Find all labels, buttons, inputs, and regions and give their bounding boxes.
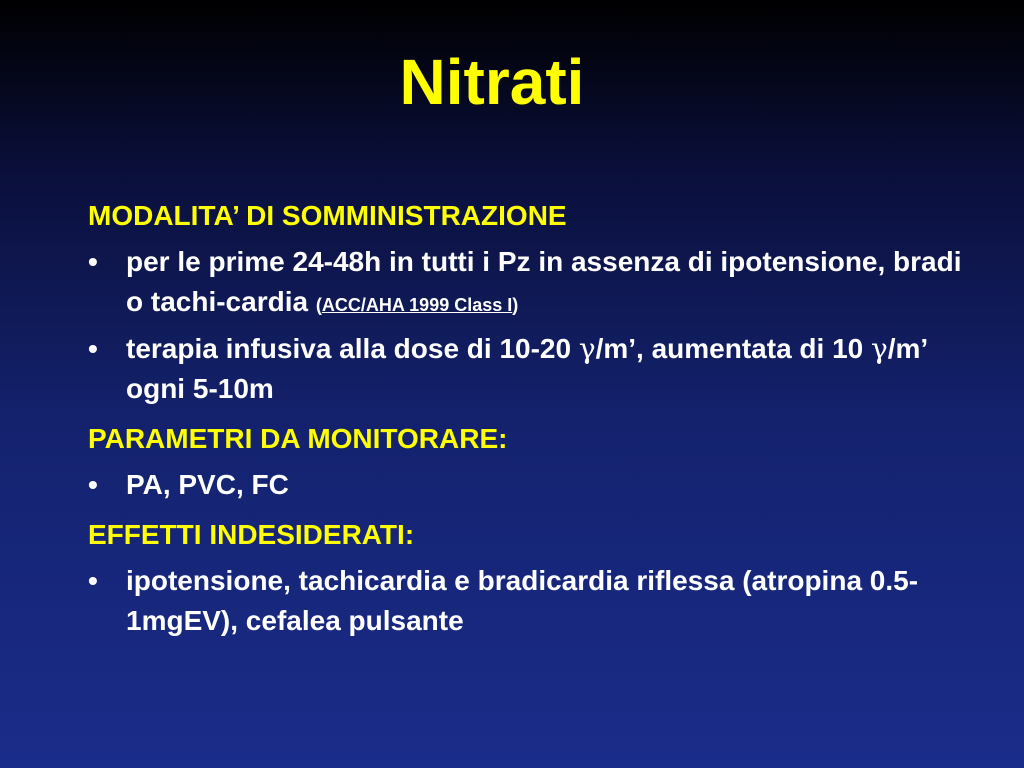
bullet-text: per le prime 24-48h in tutti i Pz in assenza di ipotensione, bradi o tachi-cardia bbox=[126, 246, 962, 317]
bullet-item bbox=[88, 329, 968, 409]
bullet-dot: • bbox=[88, 565, 98, 596]
heading-parametri: PARAMETRI DA MONITORARE: bbox=[88, 423, 508, 454]
reference-close-paren: ) bbox=[512, 295, 519, 315]
reference-link: ACC/AHA 1999 Class I bbox=[321, 295, 513, 315]
slide-title: Nitrati bbox=[399, 46, 585, 118]
bullet-item bbox=[88, 465, 968, 505]
bullet-text-part: /m’ ogni 5-10m bbox=[126, 333, 927, 404]
bullet-item bbox=[88, 242, 968, 325]
heading-modalita: MODALITA’ DI SOMMINISTRAZIONE bbox=[88, 200, 567, 231]
heading-effetti: EFFETTI INDESIDERATI: bbox=[88, 519, 415, 550]
bullet-item bbox=[88, 561, 968, 641]
bullet-dot: • bbox=[88, 333, 98, 364]
bullet-text: PA, PVC, FC bbox=[126, 469, 289, 500]
gamma-symbol: γ bbox=[871, 332, 888, 365]
bullet-text: ipotensione, tachicardia e bradicardia riflessa (atropina 0.5-1mgEV), cefalea pulsante bbox=[126, 565, 919, 636]
bullet-text-part: /m’, aumentata di 10 bbox=[595, 333, 872, 364]
bullet-text-part: terapia infusiva alla dose di 10-20 bbox=[126, 333, 579, 364]
slide-content bbox=[88, 196, 968, 641]
gamma-symbol: γ bbox=[578, 332, 596, 365]
reference-open-paren: ( bbox=[315, 295, 322, 315]
bullet-dot: • bbox=[88, 246, 98, 277]
bullet-dot: • bbox=[88, 469, 98, 500]
reference-citation bbox=[316, 295, 518, 315]
